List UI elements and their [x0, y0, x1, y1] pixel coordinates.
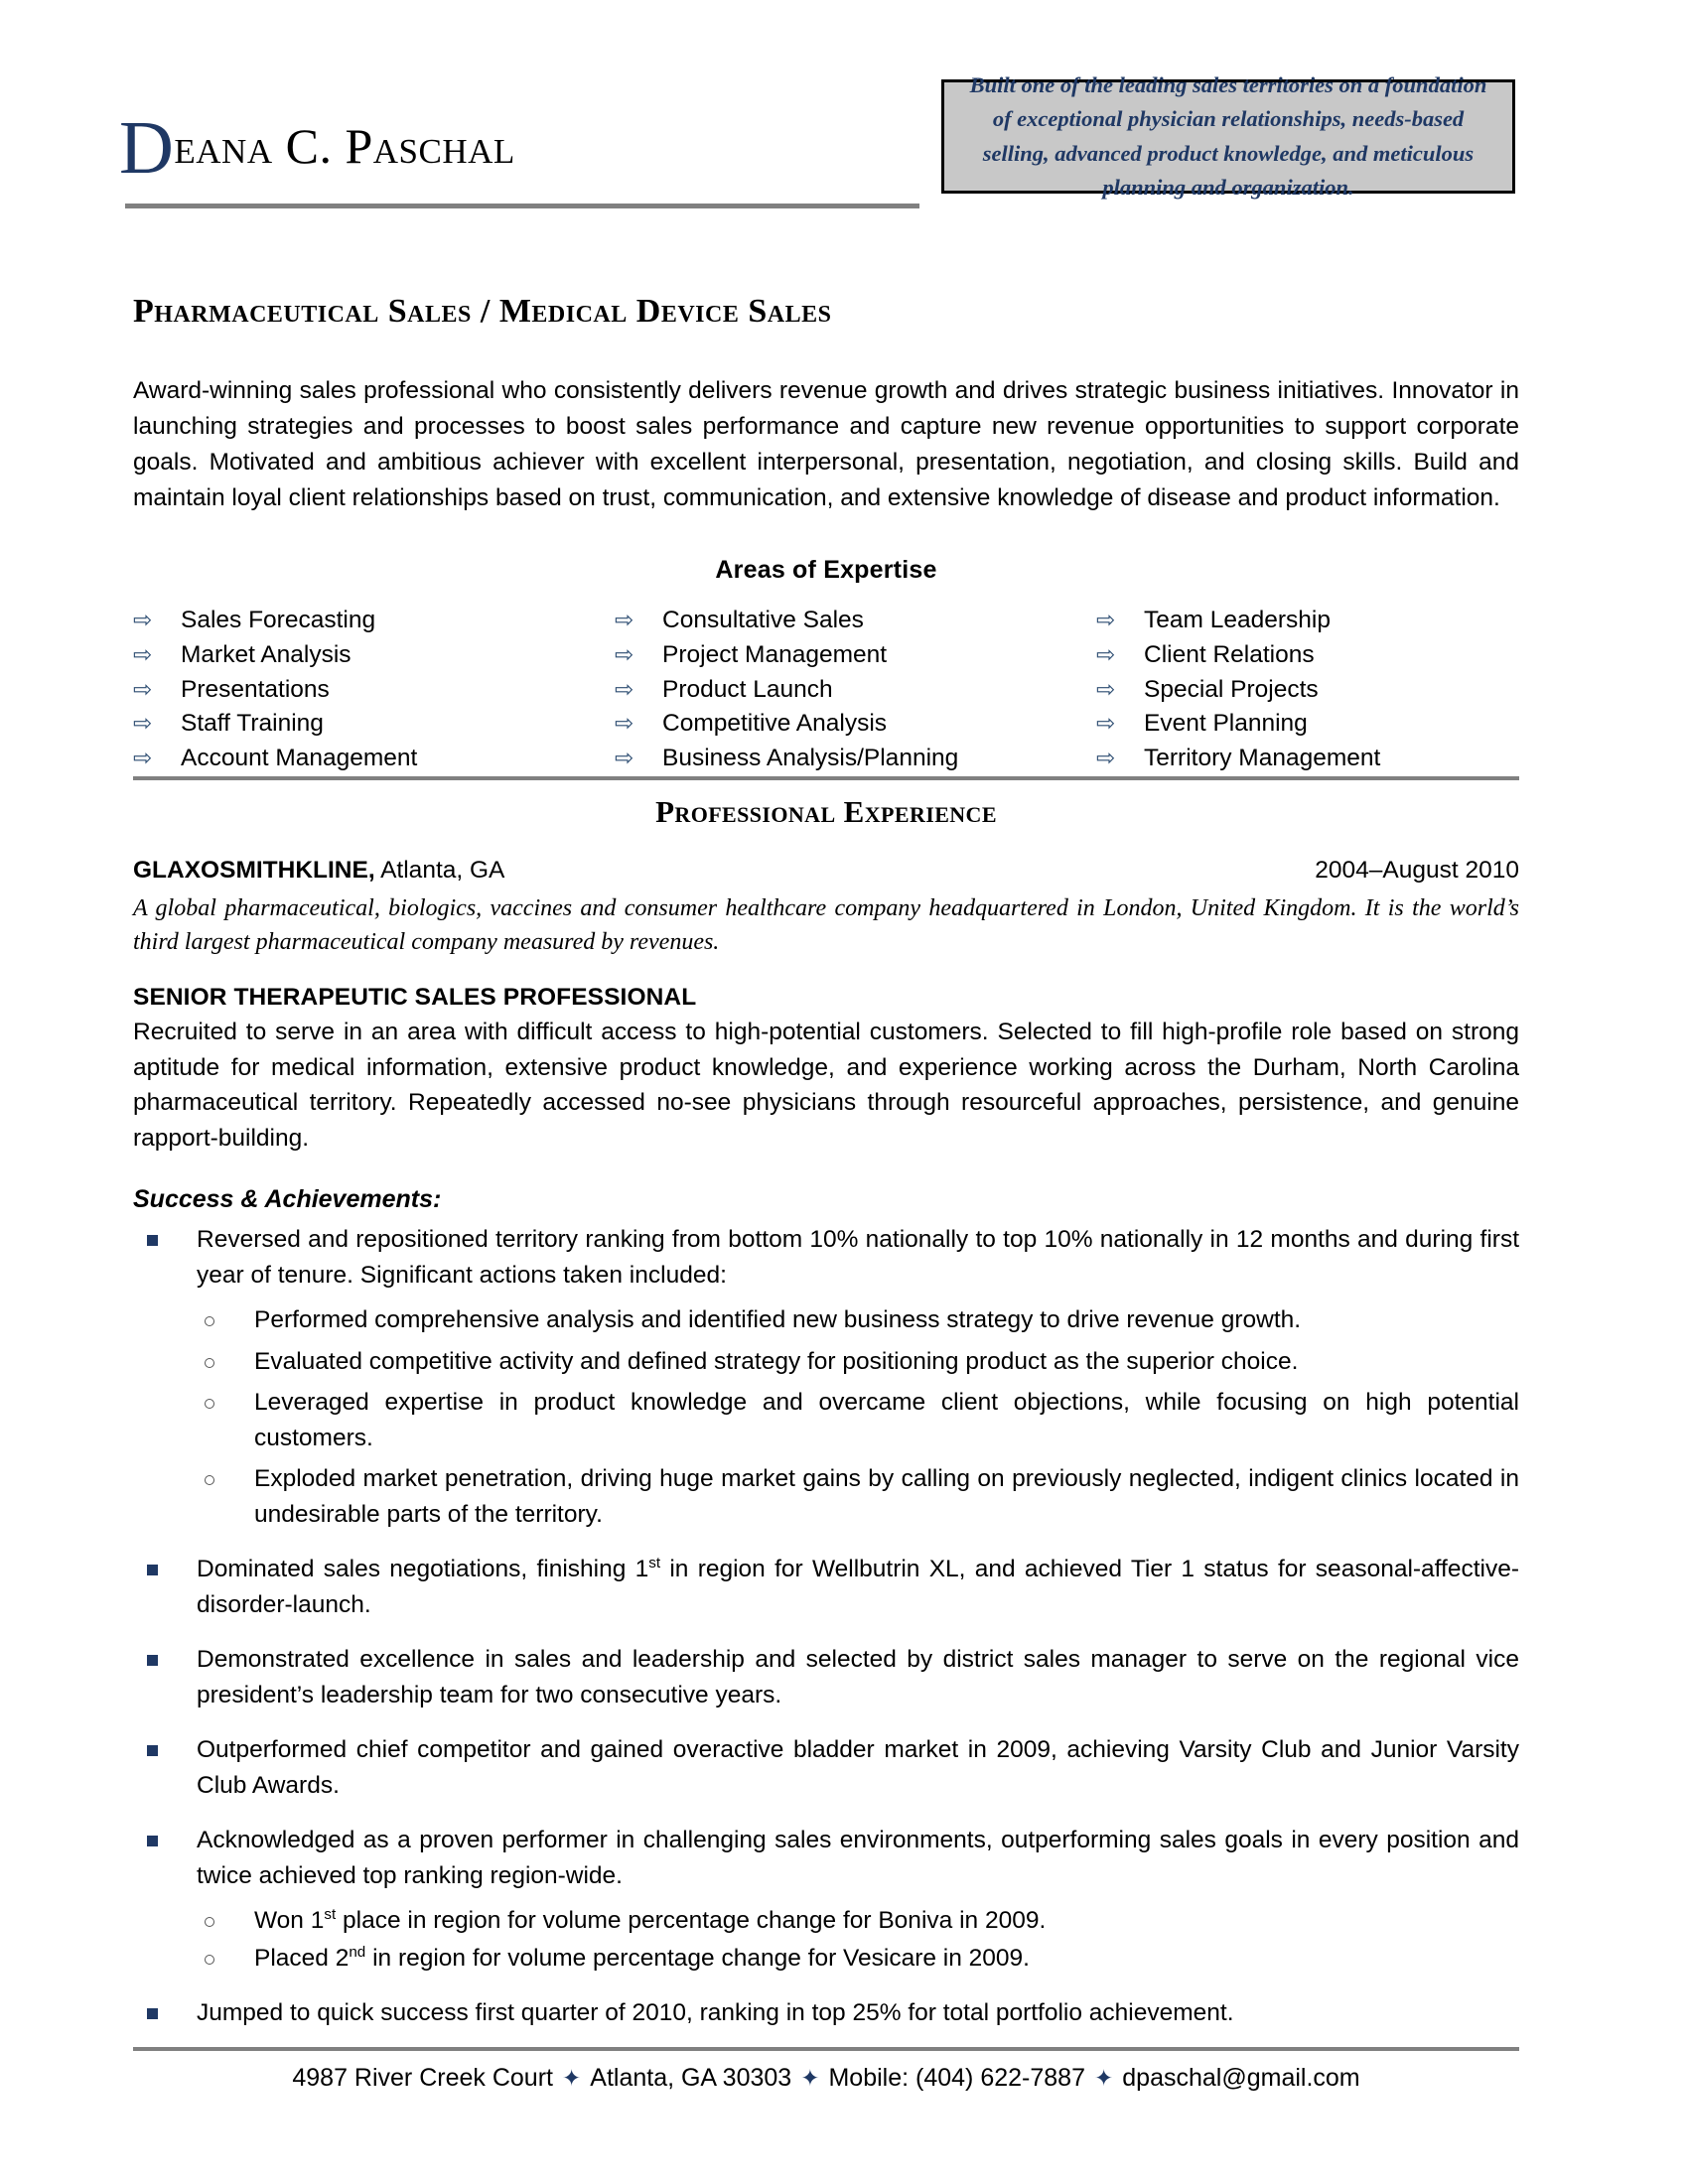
expertise-item [615, 638, 1096, 673]
contact-footer [133, 2064, 1519, 2093]
expertise-item [1096, 742, 1519, 776]
company-identity [133, 857, 504, 885]
achievement-bullet: Jumped to quick success first quarter of 2010, ranking in top 25% for total portfolio achievement. [133, 1995, 1519, 2031]
expertise-label: Client Relations [1144, 640, 1315, 668]
name-drop-cap: D [119, 106, 175, 190]
expertise-label: Business Analysis/Planning [662, 745, 959, 772]
achievement-subbullet: Evaluated competitive activity and defined strategy for positioning product as the superior choice. [133, 1344, 1519, 1380]
bullet-text-post: in region for volume percentage change for Vesicare in 2009. [365, 1944, 1030, 1972]
role-description: Recruited to serve in an area with difficult access to high-potential customers. Selected to fill high-profile role based on strong aptitude for medical information, extensive product knowledge, and experience working across the Durham, North Carolina pharmaceutical territory. Repeatedly accessed no-see physicians through resourceful approaches, persistence, and genuine rapport-building. [133, 1019, 1519, 1152]
expertise-item [615, 604, 1096, 638]
ordinal-superscript: st [648, 1555, 661, 1572]
ordinal-superscript: nd [349, 1943, 366, 1961]
arrow-right-icon: ⇨ [615, 745, 634, 771]
company-location: Atlanta, GA [374, 856, 505, 884]
arrow-right-icon: ⇨ [1096, 675, 1116, 702]
areas-of-expertise-grid [133, 604, 1519, 776]
expertise-item [133, 604, 615, 638]
expertise-label: Event Planning [1144, 710, 1308, 738]
arrow-right-icon: ⇨ [1096, 640, 1116, 667]
arrow-right-icon: ⇨ [1096, 607, 1116, 632]
employment-dates: 2004–August 2010 [1315, 856, 1519, 884]
arrow-right-icon: ⇨ [133, 675, 153, 702]
arrow-right-icon: ⇨ [615, 710, 634, 737]
arrow-right-icon: ⇨ [615, 607, 634, 632]
expertise-item [133, 742, 615, 776]
diamond-separator-icon: ✦ [561, 2065, 582, 2091]
achievement-bullet [133, 1552, 1519, 1622]
arrow-right-icon: ⇨ [133, 607, 153, 632]
footer-address: 4987 River Creek Court [292, 2064, 553, 2092]
ordinal-superscript: st [324, 1906, 337, 1924]
expertise-item [133, 707, 615, 742]
expertise-label: Sales Forecasting [181, 607, 376, 633]
achievement-bullet: Acknowledged as a proven performer in challenging sales environments, outperforming sales goals in every position and twice achieved top ranking region-wide. [133, 1823, 1519, 1893]
expertise-item [1096, 604, 1519, 638]
arrow-right-icon: ⇨ [1096, 745, 1116, 771]
bullet-text-post: place in region for volume percentage change for Boniva in 2009. [336, 1907, 1047, 1935]
arrow-right-icon: ⇨ [615, 675, 634, 702]
resume-content [133, 0, 1519, 2031]
expertise-label: Competitive Analysis [662, 710, 888, 738]
expertise-item [615, 707, 1096, 742]
expertise-item [615, 673, 1096, 708]
arrow-right-icon: ⇨ [1096, 710, 1116, 737]
areas-of-expertise-heading: Areas of Expertise [715, 556, 937, 584]
achievement-sublist [133, 1903, 1519, 1976]
expertise-label: Staff Training [181, 710, 324, 738]
professional-summary: Award-winning sales professional who consistently delivers revenue growth and drives strategic business initiatives. Innovator in launching strategies and processes to boost sales performance and capture new revenue opportunities to support corporate goals. Motivated and ambitious achiever with excellent interpersonal, presentation, negotiation, and closing skills. Build and maintain loyal client relationships based on trust, communication, and extensive knowledge of disease and product information. [133, 377, 1519, 511]
achievement-sublist [133, 1302, 1519, 1532]
footer-city: Atlanta, GA 30303 [590, 2064, 792, 2092]
expertise-label: Product Launch [662, 675, 833, 703]
expertise-label: Consultative Sales [662, 607, 864, 633]
achievement-bullet: Outperformed chief competitor and gained overactive bladder market in 2009, achieving Varsity Club and Junior Varsity Club Awards. [133, 1732, 1519, 1803]
company-name: GLAXOSMITHKLINE, [133, 856, 375, 884]
expertise-label: Market Analysis [181, 640, 352, 668]
bullet-text-pre: Dominated sales negotiations, finishing 1 [197, 1556, 649, 1583]
expertise-item [615, 742, 1096, 776]
arrow-right-icon: ⇨ [615, 640, 634, 667]
expertise-label: Presentations [181, 675, 330, 703]
company-description: A global pharmaceutical, biologics, vaccines and consumer healthcare company headquartered in London, United Kingdom. It is the world’s third largest pharmaceutical company measured by revenues. [133, 894, 1519, 955]
expertise-label: Team Leadership [1144, 607, 1331, 633]
professional-experience-heading: Professional Experience [655, 793, 997, 829]
expertise-item [1096, 707, 1519, 742]
achievement-bullet: Reversed and repositioned territory ranking from bottom 10% nationally to top 10% nationally in 12 months and during first year of tenure. Significant actions taken included: [133, 1222, 1519, 1293]
highlight-quote-text: Built one of the leading sales territories on a foundation of exceptional physician relationships, needs-based selling, advanced product knowledge, and meticulous planning and organization. [969, 72, 1487, 200]
achievement-bullet: Demonstrated excellence in sales and leadership and selected by district sales manager to serve on the regional vice president’s leadership team for two consecutive years. [133, 1642, 1519, 1712]
arrow-right-icon: ⇨ [133, 710, 153, 737]
name-remainder: eana C. Paschal [174, 118, 515, 174]
footer-email[interactable]: dpaschal@gmail.com [1122, 2064, 1360, 2092]
expertise-item [1096, 638, 1519, 673]
expertise-item [133, 638, 615, 673]
expertise-label: Project Management [662, 640, 888, 668]
achievements-list [133, 1222, 1519, 2031]
company-header-row [133, 857, 1519, 885]
expertise-label: Account Management [181, 745, 418, 772]
target-title-heading: Pharmaceutical Sales / Medical Device Sales [133, 293, 832, 330]
achievement-subbullet: Performed comprehensive analysis and identified new business strategy to drive revenue growth. [133, 1302, 1519, 1338]
bullet-text-pre: Won 1 [254, 1907, 325, 1935]
achievement-subbullet [133, 1903, 1519, 1939]
arrow-right-icon: ⇨ [133, 745, 153, 771]
expertise-label: Special Projects [1144, 675, 1319, 703]
achievement-subbullet: Exploded market penetration, driving huge market gains by calling on previously neglected, indigent clinics located in undesirable parts of the territory. [133, 1461, 1519, 1532]
footer-mobile: Mobile: (404) 622-7887 [828, 2064, 1085, 2092]
bullet-text-pre: Placed 2 [254, 1944, 350, 1972]
role-title: SENIOR THERAPEUTIC SALES PROFESSIONAL [133, 984, 697, 1012]
bullet-text-post: in region for Wellbutrin XL, and achieved Tier 1 status for seasonal-affective-disorder-launch. [197, 1556, 1519, 1618]
achievement-subbullet [133, 1941, 1519, 1977]
expertise-item [133, 673, 615, 708]
achievement-subbullet: Leveraged expertise in product knowledge and overcame client objections, while focusing on high potential customers. [133, 1385, 1519, 1455]
diamond-separator-icon: ✦ [800, 2065, 820, 2091]
experience-section-divider [133, 776, 1519, 780]
footer-divider [133, 2047, 1519, 2051]
diamond-separator-icon: ✦ [1093, 2065, 1114, 2091]
expertise-item [1096, 673, 1519, 708]
achievements-heading: Success & Achievements: [133, 1185, 442, 1214]
expertise-label: Territory Management [1144, 745, 1381, 772]
arrow-right-icon: ⇨ [133, 640, 153, 667]
